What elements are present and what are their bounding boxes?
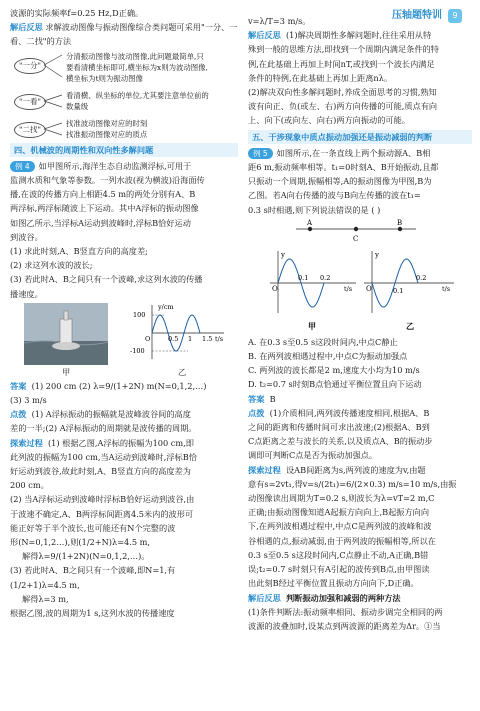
page-number: 9 [448,9,462,23]
ex4-line-2: 播,在波的传播方向上相距4.5 m的两处分别有A、B [10,189,196,200]
reflect1-tag: 解后反思 [10,22,43,33]
ex4-answer: 答案 (1) 200 cm (2) λ=9/(1+2N) m(N=0,1,2,…) [10,380,207,391]
section5-title: 五、干涉现象中质点振动加强还是振动减弱的判断 [248,130,472,144]
reflect3-0: (1)条件判断法:振动频率相同、振动步调完全相同的两 [248,606,443,617]
ex4-point-1: 差的一半;(2) A浮标振动的周期就是波传播的周期。 [10,423,197,434]
svg-text:0.2: 0.2 [320,273,331,282]
ex4-line-8: (3) 若此时A、B之间只有一个波峰,求这列水波的传播 [10,274,203,285]
ex5-explore-8: 出此刻B经过平衡位置且振动方向向下,D正确。 [248,578,419,589]
ex5-explore-5: 谷相遇的点,振动减弱,由于两列波的振幅相等,所以在 [248,535,436,546]
reflect2-5: 波有向正、负(或左、右)两方向传播的可能,质点有向 [248,101,438,112]
ex4-line-6: (1) 求此时刻,A、B竖直方向的高度差; [10,246,148,257]
ex5-line-4: 0.3 s时相遇,则下列说法错误的是 ( ) [248,204,381,215]
ex5-figure-svg [248,217,472,335]
right-top-line: v=λ/T=3 m/s。 [248,16,311,26]
left-top-line: 波源的实际频率f=0.25 Hz,D正确。 [10,8,144,18]
fig-label-yi: 乙 [178,366,187,377]
option-c: C. 两列波的波长都是2 m,速度大小均为10 m/s [248,365,420,376]
ex5-explore-7: 误;t₂=0.7 s时刻只有A引起的波传到B点,由甲图读 [248,564,430,575]
svg-text:O: O [272,284,278,293]
ex4-line-0: 例 4 如甲图所示,海洋生态自动监测浮标,可用于 [10,159,238,173]
label-yi: 乙 [406,320,414,331]
buoy-vibration-graph [122,301,232,363]
ex4-explore-6: 能正好等于半个波长,也可能还有N个完整的波 [10,522,176,533]
ex5-explore-0: 探索过程 设AB间距离为s,两列波的速度为v,由题 [248,464,426,475]
reflect2-1: 殊到一般的思维方法,即找到一个周期内满足条件的特 [248,44,439,55]
reflect2-3: 条件的特例,在此基础上再加上距离nλ。 [248,72,393,83]
svg-text:y: y [281,250,285,259]
reflect2-0: 解后反思 (1)解决周期性多解问题时,往往采用从特 [248,30,432,41]
ex5-point-3: 调即可判断C点是否为振动加强点。 [248,450,378,461]
ex4-explore-8: 解得λ=9/(1+2N)(N=0,1,2,…)。 [22,551,150,562]
find-text: 找准波动图像对应的时刻 找准振动图像对应的质点 [66,118,148,139]
option-b: B. 在两列波相遇过程中,中点C为振动加强点 [248,351,408,362]
svg-text:0.2: 0.2 [416,273,427,282]
option-a: A. 在0.3 s至0.5 s这段时间内,中点C静止 [248,336,398,347]
graph-x1: 0.5 [168,334,179,343]
label-jia: 甲 [308,320,316,331]
buoy-photo [24,303,108,365]
label-c: C [353,234,359,243]
section4-title: 四、机械波的周期性和双向性多解问题 [10,143,238,157]
ex4-line-3: 两浮标,两浮标随波上下运动。其中A浮标的振动图像 [10,203,199,214]
ex4-line-9: 播速度。 [10,288,43,299]
ex4-explore-11: 解得λ=3 m, [22,593,69,604]
ex4-line-1: 监测水质和气象等参数。一列水波(视为横波)沿海面传 [10,175,205,186]
graph-x2: 1 [188,334,193,343]
graph-origin: O [145,334,151,343]
reflect2-6: 上、向下(或向左、向右)两方向振动的可能。 [248,115,410,126]
left-column [10,6,238,620]
ex4-explore-7: 形(N=0,1,2…),则(1/2+N)λ=4.5 m, [10,537,151,548]
svg-text:0.1: 0.1 [298,273,309,282]
reflect1 [10,20,238,48]
ex5-figure [248,217,472,335]
graph-ylabel: y/cm [158,302,174,311]
ex4-explore-5: 于波速不确定,A、B两浮标间距离4.5米内的波形可 [10,508,194,519]
label-a: A [307,218,313,227]
ex5-explore-6: 0.3 s至0.5 s这段时间内,C点静止不动,A正确,B错 [248,549,429,560]
ex4-line-5: 到波谷。 [10,231,43,242]
ex4-tag: 例 4 [10,161,35,172]
fig-label-jia: 甲 [62,366,71,377]
ex5-explore-4: 下,在两列波相遇过程中,中点C是两列波的波峰和波 [248,521,432,532]
find-oval: "二找" [14,122,46,138]
svg-text:y: y [375,250,379,259]
graph-x3: 1.5 [202,334,213,343]
svg-text:0.1: 0.1 [393,286,404,295]
ex4-explore-1: 此列波的振幅为100 cm,当A运动到波峰时,浮标B恰 [10,451,197,462]
look-text: 看清横、纵坐标的单位,尤其要注意单位前的 数量级 [66,90,209,111]
ex4-explore-9: (3) 若此时A、B之间只有一个波峰,即N=1,有 [10,565,176,576]
ex5-line-2: 只振动一个周期,振幅相等,A的振动图像为甲图,B为 [248,176,432,187]
ex4-explore-3: 200 cm。 [10,480,49,491]
header-title: 压轴题特训 [392,9,442,21]
graph-ytop: 100 [133,310,146,319]
ex4-explore-12: 根据乙图,波的周期为1 s,这列水波的传播速度 [10,608,175,619]
reflect3-1: 波源的波叠加时,设某点到两波源的距离差为Δr。①当 [248,620,441,631]
ex4-explore-0: 探索过程 (1) 根据乙图,A浮标的振幅为100 cm,即 [10,437,194,448]
split-oval: "一分" [14,58,46,74]
option-d: D. t₂=0.7 s时刻B点恰通过平衡位置且向下运动 [248,379,422,390]
point-c [354,227,358,231]
ex4-figure [10,301,238,379]
ex4-explore-10: (1/2+1)λ=4.5 m, [10,579,80,590]
ex5-explore-2: 动图像读出周期为T=0.2 s,则波长为λ=vT=2 m,C [248,493,435,504]
reflect3-title: 解后反思 判断振动加强和减弱的两种方法 [248,592,401,603]
reflect2-4: (2)解决双向性多解问题时,养成全面思考的习惯,熟知 [248,87,437,98]
split-text: 分清振动图像与波动图像,此问题最简单,只 要看清横坐标即可,横坐标为x则为波动图像, 横坐标为t则为振动图像 [66,51,208,83]
graph-xlabel: t/s [215,334,224,343]
ex5-point-1: 之间的距离和传播时间可求出波速;(2)根据A、B到 [248,422,430,433]
ex5-line-3: 乙图。若A向右传播的波与B向左传播的波在t₁= [248,190,421,201]
right-column [248,6,472,633]
ex5-point-2: C点距离之差与波长的关系,以及质点A、B的振动步 [248,436,433,447]
ex5-explore-3: 正确;由振动图像知道A起振方向向上,B起振方向向 [248,507,430,518]
reflect1-text: 求解波动图像与振动图像综合类问题可采用"一分、一看、二找"的方法 [10,22,238,47]
svg-text:O: O [366,284,372,293]
ex5-explore-1: 意有s=2vt₁,得v=s/(2t₁)=6/(2×0.3) m/s=10 m/s,由振 [248,478,457,489]
look-oval: "一看" [14,94,46,110]
ex4-answer-3: (3) 3 m/s [10,395,47,406]
ex5-line-1: 距6 m,振动频率相等。t₁=0时刻A、B开始振动,且都 [248,162,439,173]
ex5-answer: 答案 B [248,393,276,404]
ex4-point-0: 点拨 (1) A浮标振动的振幅就是波峰波谷间的高度 [10,409,191,420]
point-b [398,227,402,231]
ex5-point-0: 点拨 (1)介质相同,两列波传播速度相同,根据A、B [248,407,430,418]
ex4-explore-2: 好运动到波谷,故此时刻,A、B竖直方向的高度差为 [10,466,191,477]
reflect2-2: 例,在此基础上再加上时间nT,或找到一个波长内满足 [248,58,435,69]
svg-text:t/s: t/s [344,284,353,293]
ex4-line-4: 如图乙所示,当浮标A运动到波峰时,浮标B恰好运动 [10,217,191,228]
ex5-line-0: 例 5 如图所示,在一条直线上两个振动源A、B相 [248,146,472,160]
point-a [308,227,312,231]
svg-text:t/s: t/s [442,284,451,293]
graph-ybot: -100 [130,346,145,355]
label-b: B [397,218,403,227]
ex5-tag: 例 5 [248,148,273,159]
mind-map [10,51,238,141]
ex4-line-7: (2) 求这列水波的波长; [10,260,93,271]
ex4-explore-4: (2) 当A浮标运动到波峰时浮标B恰好运动到波谷,由 [10,494,195,505]
